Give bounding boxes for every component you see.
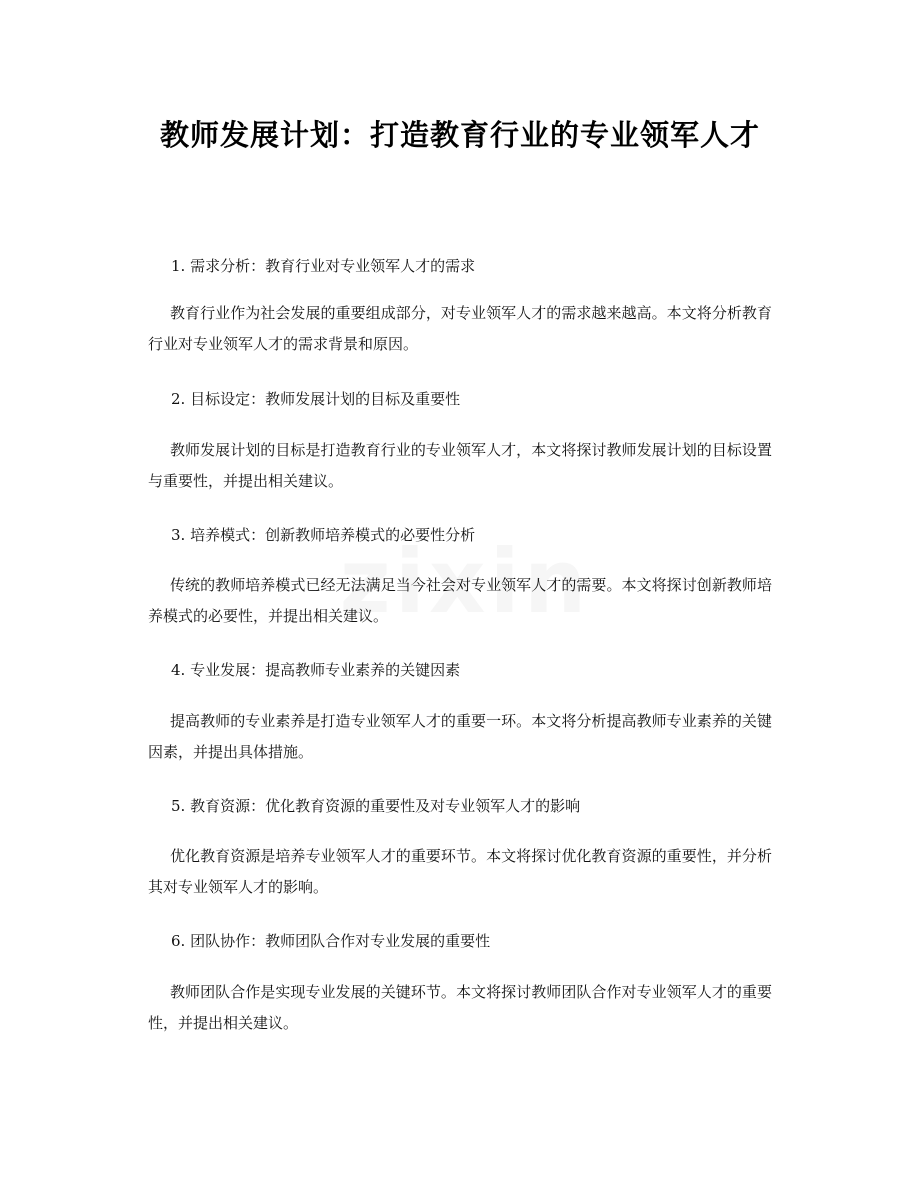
section-body-5: 优化教育资源是培养专业领军人才的重要环节。本文将探讨优化教育资源的重要性，并分析其对专业领军人才的影响。 bbox=[148, 847, 772, 896]
section-body-1: 教育行业作为社会发展的重要组成部分，对专业领军人才的需求越来越高。本文将分析教育行业对专业领军人才的需求背景和原因。 bbox=[148, 304, 772, 353]
section-heading-4: 4. 专业发展：提高教师专业素养的关键因素 bbox=[171, 661, 461, 679]
section-body-6: 教师团队合作是实现专业发展的关键环节。本文将探讨教师团队合作对专业领军人才的重要性，并提出相关建议。 bbox=[148, 983, 772, 1032]
section-heading-2: 2. 目标设定：教师发展计划的目标及重要性 bbox=[171, 390, 461, 408]
section-heading-5: 5. 教育资源：优化教育资源的重要性及对专业领军人才的影响 bbox=[171, 797, 581, 815]
section-heading-6: 6. 团队协作：教师团队合作对专业发展的重要性 bbox=[171, 932, 491, 950]
section-heading-3: 3. 培养模式：创新教师培养模式的必要性分析 bbox=[171, 526, 476, 544]
section-body-2: 教师发展计划的目标是打造教育行业的专业领军人才，本文将探讨教师发展计划的目标设置与重要性，并提出相关建议。 bbox=[148, 441, 772, 490]
section-body-4: 提高教师的专业素养是打造专业领军人才的重要一环。本文将分析提高教师专业素养的关键因素，并提出具体措施。 bbox=[148, 712, 772, 761]
section-body-3: 传统的教师培养模式已经无法满足当今社会对专业领军人才的需要。本文将探讨创新教师培养模式的必要性，并提出相关建议。 bbox=[148, 576, 772, 625]
document-title: 教师发展计划：打造教育行业的专业领军人才 bbox=[159, 118, 760, 152]
section-heading-1: 1. 需求分析：教育行业对专业领军人才的需求 bbox=[171, 257, 476, 275]
